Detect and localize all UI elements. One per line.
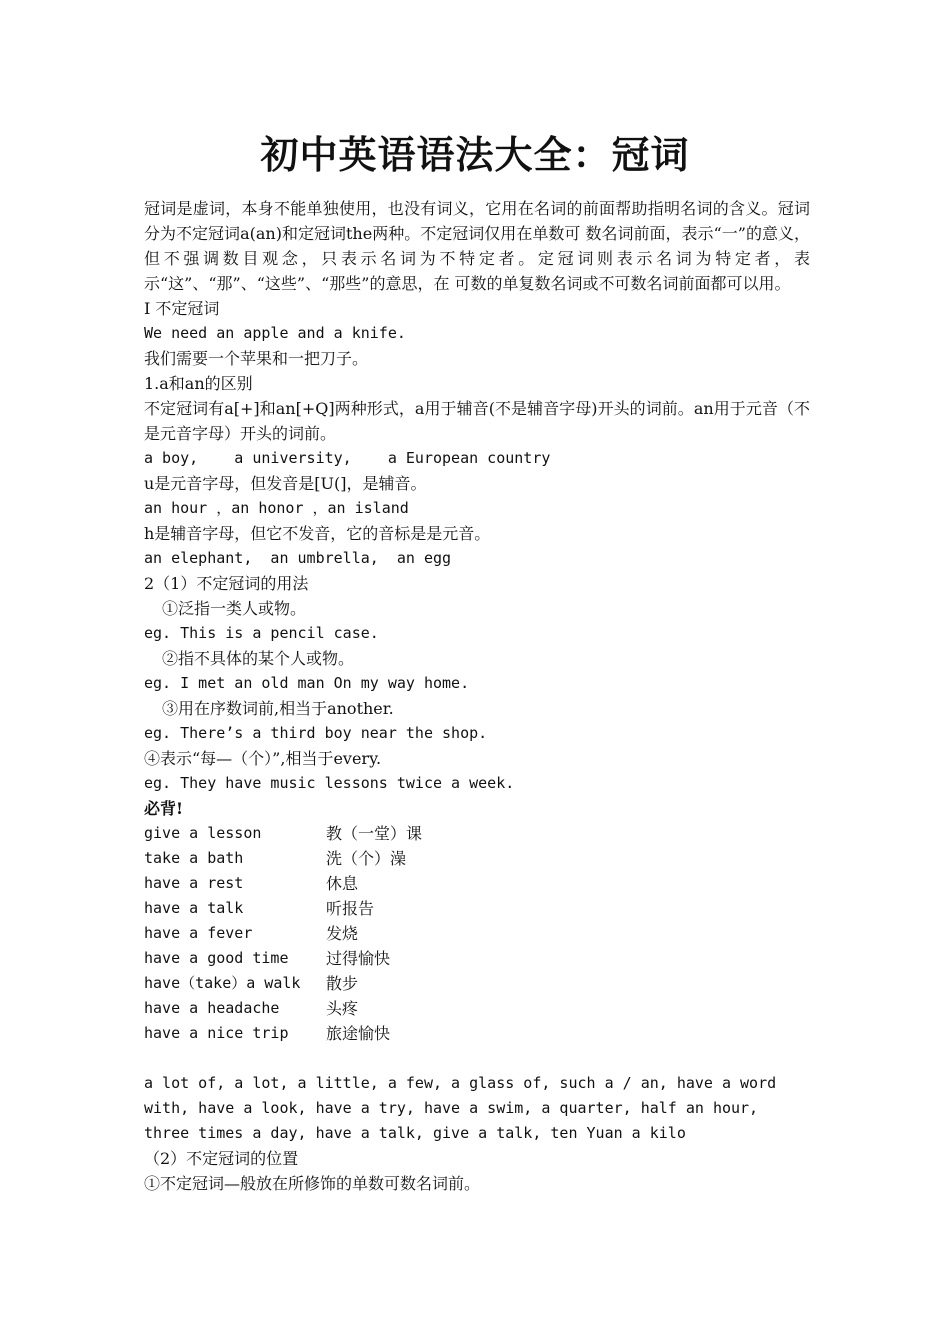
- phrase-en: take a bath: [144, 849, 244, 867]
- phrase-zh: 教（一堂）课: [326, 824, 423, 843]
- subsection-heading-2: 2（1）不定冠词的用法: [144, 574, 309, 593]
- subsection-text: 不定冠词有a[+]和an[+Q]两种形式，a用于辅音(不是辅音字母)开头的词前。an用于元音（不是元音字母）开头的词前。: [144, 399, 810, 443]
- phrase-en: have a nice trip: [144, 1024, 289, 1042]
- phrase-zh: 过得愉快: [326, 949, 391, 968]
- phrase-row: [144, 946, 810, 971]
- phrase-row: [144, 871, 810, 896]
- phrase-en: have a headache: [144, 999, 280, 1017]
- phrase-en: have（take）a walk: [144, 974, 301, 992]
- phrase-row: [144, 821, 810, 846]
- phrase-row: [144, 896, 810, 921]
- phrase-zh: 听报告: [326, 899, 375, 918]
- usage-2: ②指不具体的某个人或物。: [162, 649, 355, 668]
- usage-2-example: eg. I met an old man On my way home.: [144, 674, 470, 692]
- subsection-heading: 1.a和an的区别: [144, 374, 253, 393]
- phrase-list-line: three times a day, have a talk, give a talk, ten Yuan a kilo: [144, 1124, 686, 1142]
- usage-1: ①泛指一类人或物。: [162, 599, 307, 618]
- phrase-zh: 发烧: [326, 924, 359, 943]
- note-u: u是元音字母，但发音是[U(]，是辅音。: [144, 474, 427, 493]
- phrase-row: [144, 1021, 810, 1046]
- note-h: h是辅音字母，但它不发音，它的音标是是元音。: [144, 524, 491, 543]
- phrase-en: have a talk: [144, 899, 244, 917]
- subsection-heading-3: （2）不定冠词的位置: [144, 1149, 299, 1168]
- phrase-zh: 洗（个）澡: [326, 849, 407, 868]
- phrase-en: have a good time: [144, 949, 289, 967]
- usage-3: ③用在序数词前,相当于another.: [162, 699, 394, 718]
- phrase-row: [144, 921, 810, 946]
- phrase-list-line: with, have a look, have a try, have a swim, a quarter, half an hour,: [144, 1099, 759, 1117]
- phrase-en: give a lesson: [144, 824, 262, 842]
- example-translation: 我们需要一个苹果和一把刀子。: [144, 349, 369, 368]
- phrase-zh: 旅途愉快: [326, 1024, 391, 1043]
- position-rule-1: ①不定冠词—般放在所修饰的单数可数名词前。: [144, 1174, 481, 1193]
- must-memorize-heading: 必背!: [144, 799, 184, 818]
- phrase-zh: 休息: [326, 874, 359, 893]
- example-an-2: an elephant, an umbrella, an egg: [144, 549, 452, 567]
- example-sentence: We need an apple and a knife.: [144, 324, 406, 342]
- phrase-en: have a rest: [144, 874, 244, 892]
- usage-4: ④表示“每—（个）”,相当于every.: [144, 749, 382, 768]
- usage-1-example: eg. This is a pencil case.: [144, 624, 379, 642]
- page-title: 初中英语语法大全：冠词: [260, 132, 690, 177]
- document-body: [144, 196, 810, 1196]
- example-an: an hour ，an honor ，an island: [144, 499, 409, 517]
- phrase-row: [144, 996, 810, 1021]
- phrase-zh: 散步: [326, 974, 359, 993]
- usage-4-example: eg. They have music lessons twice a week.: [144, 774, 515, 792]
- spacer: [144, 1046, 810, 1071]
- phrase-zh: 头疼: [326, 999, 359, 1018]
- example-a: a boy, a university, a European country: [144, 449, 551, 467]
- phrase-en: have a fever: [144, 924, 253, 942]
- phrase-row: [144, 971, 810, 996]
- phrase-row: [144, 846, 810, 871]
- intro-paragraph: 冠词是虚词，本身不能单独使用，也没有词义，它用在名词的前面帮助指明名词的含义。冠词分为不定冠词a(an)和定冠词the两种。不定冠词仅用在单数可 数名词前面，表示“一”的意义，但不强调数目观念，只表示名词为不特定者。定冠词则表示名词为特定者，表示“这”、“那”、“这些”、“那些”的意思，在 可数的单复数名词或不可数名词前面都可以用。: [144, 199, 810, 293]
- usage-3-example: eg. There’s a third boy near the shop.: [144, 724, 488, 742]
- phrase-list-line: a lot of, a lot, a little, a few, a glass of, such a / an, have a word: [144, 1074, 777, 1092]
- section-heading: I 不定冠词: [144, 299, 220, 318]
